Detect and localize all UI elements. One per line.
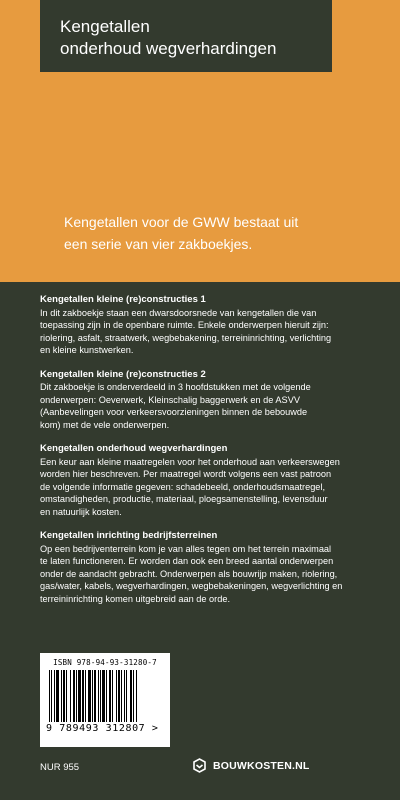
series-description bbox=[40, 294, 375, 617]
barcode-bar bbox=[124, 670, 125, 722]
barcode-bar bbox=[133, 670, 134, 722]
isbn-barcode bbox=[40, 653, 170, 747]
book-title-line-2: onderhoud wegverhardingen bbox=[60, 39, 277, 58]
barcode-bar bbox=[106, 670, 107, 722]
isbn-digits: 9 789493 312807 > bbox=[46, 723, 159, 734]
section-line: worden hier beschreven. Per maatregel wordt volgens een vast patroon bbox=[40, 469, 332, 479]
barcode-bar bbox=[49, 670, 50, 722]
barcode-bar bbox=[54, 670, 55, 722]
barcode-bar bbox=[100, 670, 101, 722]
bouwkosten-logo-icon bbox=[192, 758, 207, 773]
section-line: kom) met de vele onderwerpen. bbox=[40, 419, 170, 430]
section-line: gas/water, kabels, wegverhardingen, wegbebakeningen, wegverlichting en bbox=[40, 581, 343, 591]
section-body bbox=[40, 307, 375, 357]
publisher-name: BOUWKOSTEN.NL bbox=[213, 759, 310, 772]
section-line: Op een bedrijventerrein kom je van alles tegen om het terrein maximaal bbox=[40, 543, 332, 554]
barcode-bar bbox=[130, 670, 132, 722]
barcode-bar bbox=[126, 670, 127, 722]
orange-cover-panel bbox=[0, 0, 400, 282]
section-line: de volgende informatie gegeven: schadebeeld, onderhoudsmaatregel, bbox=[40, 481, 326, 492]
section-line: te laten functioneren. Er worden dan ook een breed aantal onderwerpen bbox=[40, 556, 334, 566]
section-inrichting-bedrijfsterreinen bbox=[40, 530, 375, 605]
barcode-bar bbox=[94, 670, 96, 722]
series-tagline bbox=[64, 211, 364, 255]
section-kleine-reconstructies-2 bbox=[40, 369, 375, 432]
barcode-bar bbox=[63, 670, 65, 722]
nur-code: NUR 955 bbox=[40, 762, 80, 773]
section-heading: Kengetallen onderhoud wegverhardingen bbox=[40, 443, 228, 454]
barcode-bar bbox=[116, 670, 117, 722]
barcode-bar bbox=[118, 670, 120, 722]
section-line: toepassing zijn in de openbare ruimte. Enkele onderwerpen hieruit zijn: bbox=[40, 320, 329, 330]
barcode-bar bbox=[70, 670, 71, 722]
section-line: In dit zakboekje staan een dwarsdoorsnede van kengetallen die van bbox=[40, 307, 317, 318]
section-body bbox=[40, 543, 375, 606]
barcode-bar bbox=[98, 670, 99, 722]
section-heading: Kengetallen kleine (re)constructies 1 bbox=[40, 294, 206, 305]
barcode-bar bbox=[88, 670, 91, 722]
barcode-bar bbox=[102, 670, 105, 722]
barcode-bar bbox=[66, 670, 67, 722]
section-line: riolering, asfalt, straatwerk, wegbebakening, terreininrichting, verlichting bbox=[40, 332, 332, 343]
barcode-bar bbox=[121, 670, 122, 722]
barcode-bar bbox=[76, 670, 77, 722]
barcode-bar bbox=[61, 670, 62, 722]
section-body bbox=[40, 381, 375, 431]
section-kleine-reconstructies-1 bbox=[40, 294, 375, 357]
book-title-line-1: Kengetallen bbox=[60, 17, 150, 36]
section-heading: Kengetallen inrichting bedrijfsterreinen bbox=[40, 530, 218, 541]
barcode-bar bbox=[85, 670, 86, 722]
section-line: Dit zakboekje is onderverdeeld in 3 hoofdstukken met de volgende bbox=[40, 382, 311, 392]
section-line: terreininrichting komen uitgebreid aan de orde. bbox=[40, 593, 230, 604]
barcode-bar bbox=[136, 670, 137, 722]
section-line: en natuurlijk kosten. bbox=[40, 506, 122, 517]
section-body bbox=[40, 456, 375, 519]
barcode-bar bbox=[112, 670, 113, 722]
section-heading: Kengetallen kleine (re)constructies 2 bbox=[40, 368, 206, 380]
barcode-bar bbox=[73, 670, 75, 722]
publisher-brand bbox=[192, 758, 310, 773]
barcode-bar bbox=[51, 670, 52, 722]
tagline-line-2: een serie van vier zakboekjes. bbox=[64, 236, 253, 252]
section-line: onderwerpen: Oeverwerk, Kleinschalig baggerwerk en de ASVV bbox=[40, 394, 300, 405]
section-onderhoud-wegverhardingen bbox=[40, 443, 375, 518]
isbn-label: ISBN 978-94-93-31280-7 bbox=[53, 658, 157, 667]
barcode-bar bbox=[92, 670, 93, 722]
section-line: onder de aandacht gebracht. Onderwerpen als bouwrijp maken, riolering, bbox=[40, 568, 338, 579]
section-line: omstandigheden, productie, materiaal, ploegsamenstelling, levensduur bbox=[40, 494, 328, 504]
tagline-line-1: Kengetallen voor de GWW bestaat uit bbox=[64, 214, 299, 230]
section-line: Een keur aan kleine maatregelen voor het onderhoud aan verkeerswegen bbox=[40, 456, 340, 467]
section-line: (Aanbevelingen voor verkeersvoorzieningen binnen de bebouwde bbox=[40, 407, 308, 417]
section-line: en kleine kunstwerken. bbox=[40, 345, 134, 355]
barcode-bars bbox=[48, 670, 162, 722]
barcode-bar bbox=[78, 670, 81, 722]
barcode-bar bbox=[109, 670, 111, 722]
book-title-box bbox=[40, 0, 332, 72]
barcode-bar bbox=[56, 670, 59, 722]
barcode-bar bbox=[82, 670, 84, 722]
